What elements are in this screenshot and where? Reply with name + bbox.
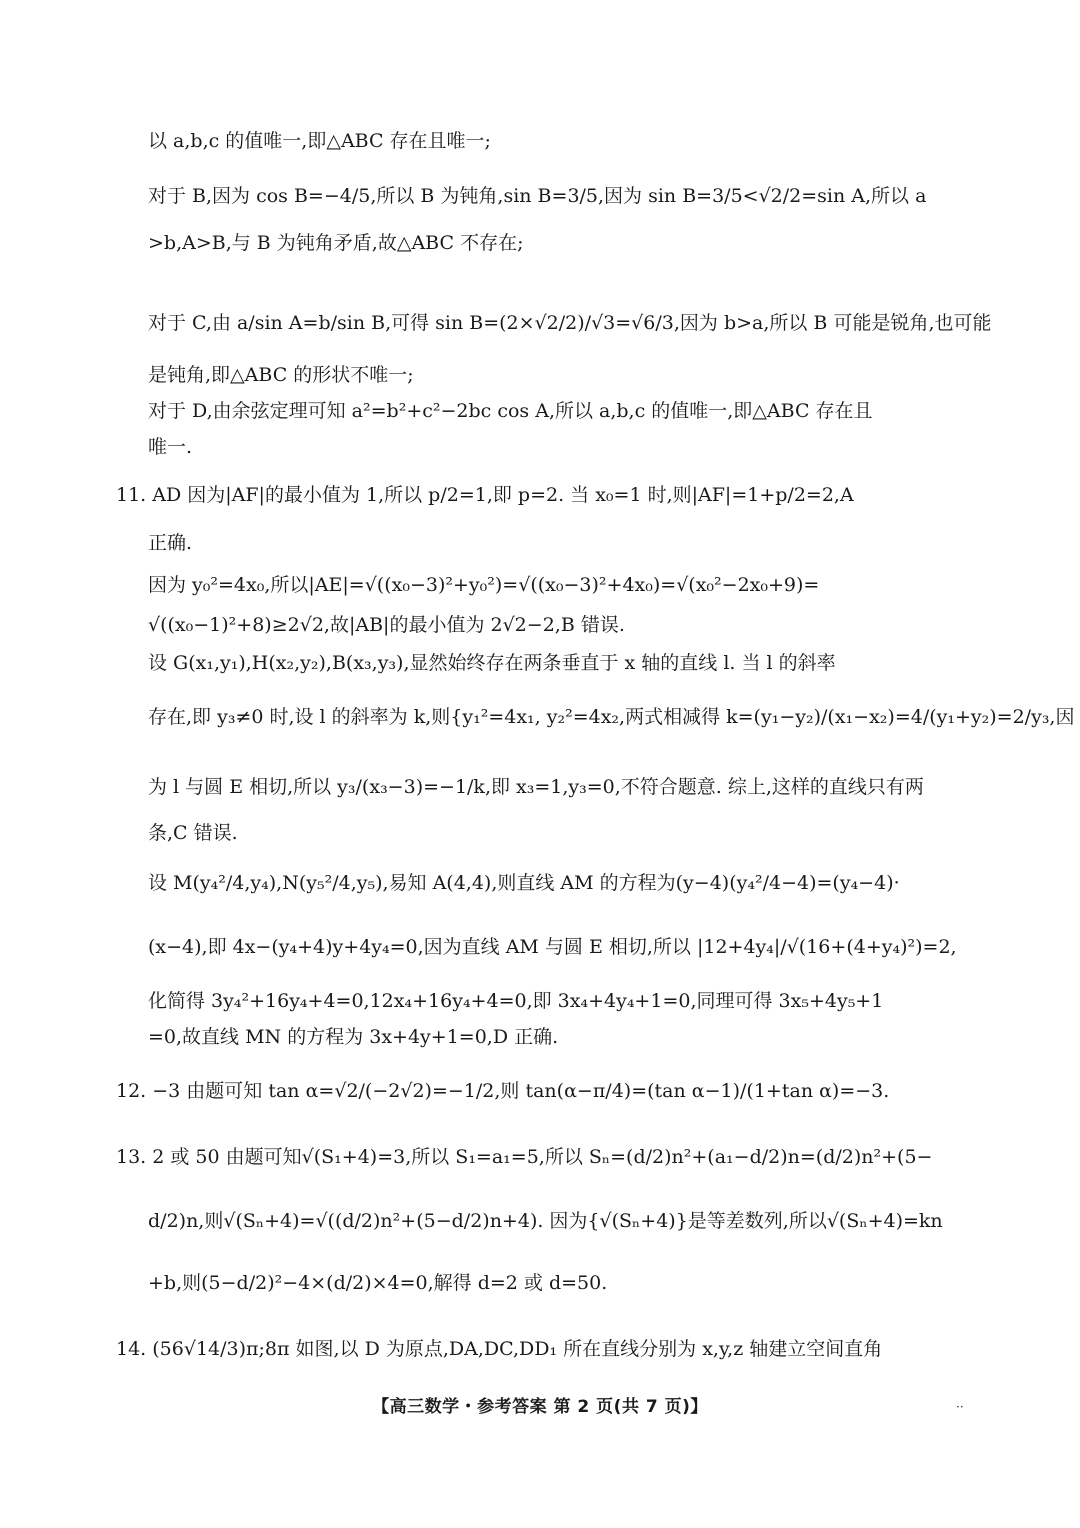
question-11: 11. AD 因为|AF|的最小值为 1,所以 p/2=1,即 p=2. 当 x₀=1 时,则|AF|=1+p/2=2,A (116, 484, 854, 506)
text-line: 因为 y₀²=4x₀,所以|AE|=√((x₀−3)²+y₀²)=√((x₀−3)²+4x₀)=√(x₀²−2x₀+9)= (148, 574, 820, 596)
question-12: 12. −3 由题可知 tan α=√2/(−2√2)=−1/2,则 tan(α−π/4)=(tan α−1)/(1+tan α)=−3. (116, 1080, 890, 1102)
text-line: +b,则(5−d/2)²−4×(d/2)×4=0,解得 d=2 或 d=50. (148, 1272, 608, 1294)
text-line: 是钝角,即△ABC 的形状不唯一; (148, 364, 414, 386)
text-line: 设 M(y₄²/4,y₄),N(y₅²/4,y₅),易知 A(4,4),则直线 AM 的方程为(y−4)(y₄²/4−4)=(y₄−4)· (148, 872, 900, 894)
text-line: 对于 C,由 a/sin A=b/sin B,可得 sin B=(2×√2/2)/√3=√6/3,因为 b>a,所以 B 可能是锐角,也可能 (148, 312, 992, 334)
text-line: 存在,即 y₃≠0 时,设 l 的斜率为 k,则{y₁²=4x₁, y₂²=4x₂,两式相减得 k=(y₁−y₂)/(x₁−x₂)=4/(y₁+y₂)=2/y₃,因 (148, 706, 1075, 728)
text-line: √((x₀−1)²+8)≥2√2,故|AB|的最小值为 2√2−2,B 错误. (148, 614, 625, 636)
text-line: 化简得 3y₄²+16y₄+4=0,12x₄+16y₄+4=0,即 3x₄+4y₄+1=0,同理可得 3x₅+4y₅+1 (148, 990, 884, 1012)
text-line: 对于 D,由余弦定理可知 a²=b²+c²−2bc cos A,所以 a,b,c 的值唯一,即△ABC 存在且 (148, 400, 873, 422)
text-line: 设 G(x₁,y₁),H(x₂,y₂),B(x₃,y₃),显然始终存在两条垂直于 x 轴的直线 l. 当 l 的斜率 (148, 652, 836, 674)
text-line: 对于 B,因为 cos B=−4/5,所以 B 为钝角,sin B=3/5,因为 sin B=3/5<√2/2=sin A,所以 a (148, 185, 927, 207)
page-footer: 【高三数学・参考答案 第 2 页(共 7 页)】 (372, 1397, 708, 1417)
text-line: 正确. (148, 532, 193, 554)
text-line: 以 a,b,c 的值唯一,即△ABC 存在且唯一; (148, 130, 491, 152)
text-line: 为 l 与圆 E 相切,所以 y₃/(x₃−3)=−1/k,即 x₃=1,y₃=0,不符合题意. 综上,这样的直线只有两 (148, 776, 924, 798)
question-13: 13. 2 或 50 由题可知√(S₁+4)=3,所以 S₁=a₁=5,所以 Sₙ=(d/2)n²+(a₁−d/2)n=(d/2)n²+(5− (116, 1146, 933, 1168)
question-14: 14. (56√14/3)π;8π 如图,以 D 为原点,DA,DC,DD₁ 所在直线分别为 x,y,z 轴建立空间直角 (116, 1338, 883, 1360)
corner-mark: ·· (956, 1400, 964, 1414)
text-line: =0,故直线 MN 的方程为 3x+4y+1=0,D 正确. (148, 1026, 559, 1048)
text-line: d/2)n,则√(Sₙ+4)=√((d/2)n²+(5−d/2)n+4). 因为{√(Sₙ+4)}是等差数列,所以√(Sₙ+4)=kn (148, 1210, 943, 1232)
text-line: 唯一. (148, 436, 193, 458)
text-line: (x−4),即 4x−(y₄+4)y+4y₄=0,因为直线 AM 与圆 E 相切,所以 |12+4y₄|/√(16+(4+y₄)²)=2, (148, 936, 957, 958)
text-line: >b,A>B,与 B 为钝角矛盾,故△ABC 不存在; (148, 232, 524, 254)
text-line: 条,C 错误. (148, 822, 238, 844)
